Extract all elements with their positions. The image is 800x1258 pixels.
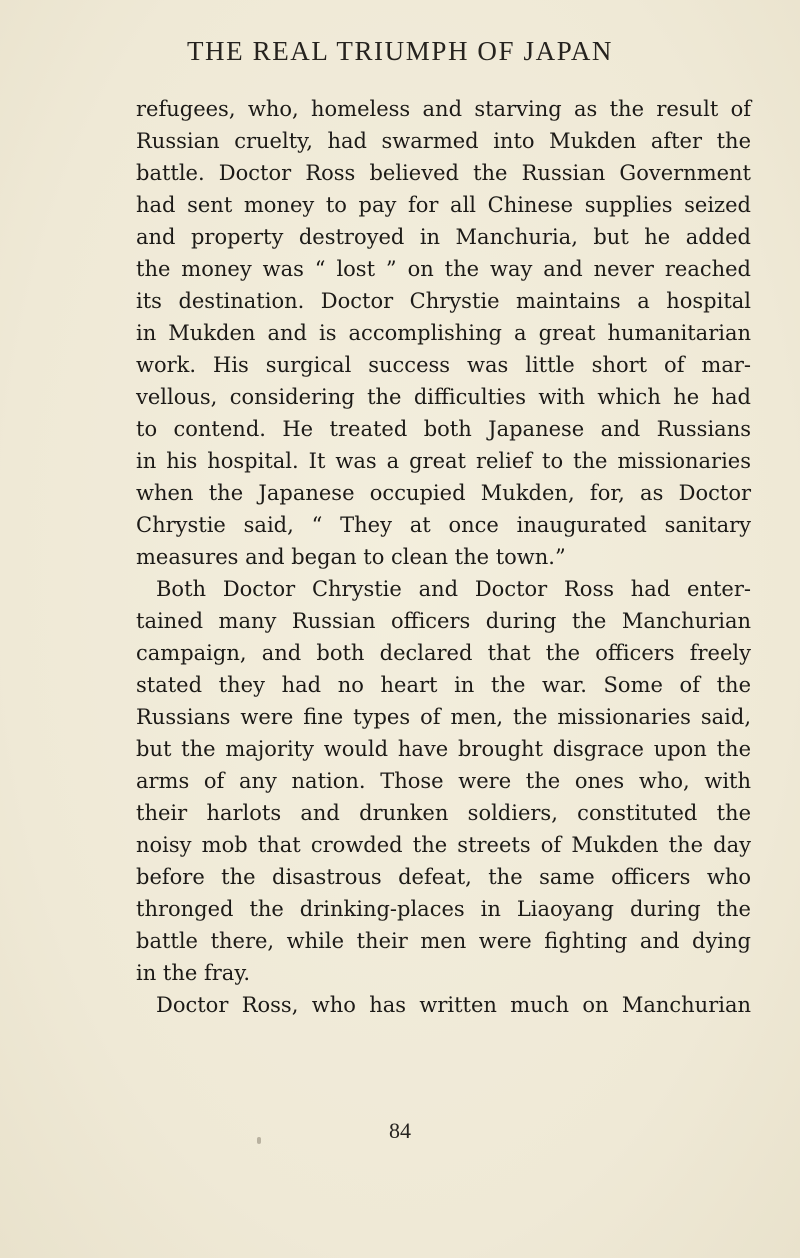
text-line: battle there, while their men were fighting and dying [136, 929, 751, 953]
running-title: THE REAL TRIUMPH OF JAPAN [186, 36, 614, 66]
text-line: Both Doctor Chrystie and Doctor Ross had enter- [156, 577, 751, 601]
text-line: noisy mob that crowded the streets of Mukden the day [136, 833, 751, 857]
text-line: before the disastrous defeat, the same officers who [136, 865, 751, 889]
text-line: and property destroyed in Manchuria, but he added [136, 225, 751, 249]
text-line: battle. Doctor Ross believed the Russian Government [136, 161, 751, 185]
text-line: to contend. He treated both Japanese and Russians [136, 417, 751, 441]
text-line: tained many Russian officers during the Manchurian [136, 609, 751, 633]
text-line: the money was “ lost ” on the way and never reached [136, 257, 751, 281]
text-line: thronged the drinking-places in Liaoyang during the [136, 897, 751, 921]
text-line: vellous, considering the difficulties with which he had [136, 385, 751, 409]
text-line: Russian cruelty, had swarmed into Mukden after the [136, 129, 751, 153]
text-line: but the majority would have brought disgrace upon the [136, 737, 751, 761]
text-line: measures and began to clean the town.” [136, 545, 566, 569]
text-line: its destination. Doctor Chrystie maintains a hospital [136, 289, 751, 313]
text-line: Doctor Ross, who has written much on Manchurian [156, 993, 751, 1017]
text-line: Russians were fine types of men, the missionaries said, [136, 705, 751, 729]
text-line: in his hospital. It was a great relief to the missionaries [136, 449, 751, 473]
text-line: Chrystie said, “ They at once inaugurated sanitary [136, 513, 751, 537]
text-line: campaign, and both declared that the officers freely [136, 641, 751, 665]
text-line: when the Japanese occupied Mukden, for, as Doctor [136, 481, 751, 505]
text-line: their harlots and drunken soldiers, constituted the [136, 801, 751, 825]
text-line: arms of any nation. Those were the ones who, with [136, 769, 751, 793]
text-line: refugees, who, homeless and starving as the result of [136, 97, 751, 121]
text-line: had sent money to pay for all Chinese supplies seized [136, 193, 751, 217]
text-line: work. His surgical success was little short of mar- [136, 353, 751, 377]
text-line: in the fray. [136, 961, 251, 985]
text-line: in Mukden and is accomplishing a great humanitarian [136, 321, 751, 345]
page-number: 84 [389, 1118, 411, 1143]
text-line: stated they had no heart in the war. Some of the [136, 673, 751, 697]
